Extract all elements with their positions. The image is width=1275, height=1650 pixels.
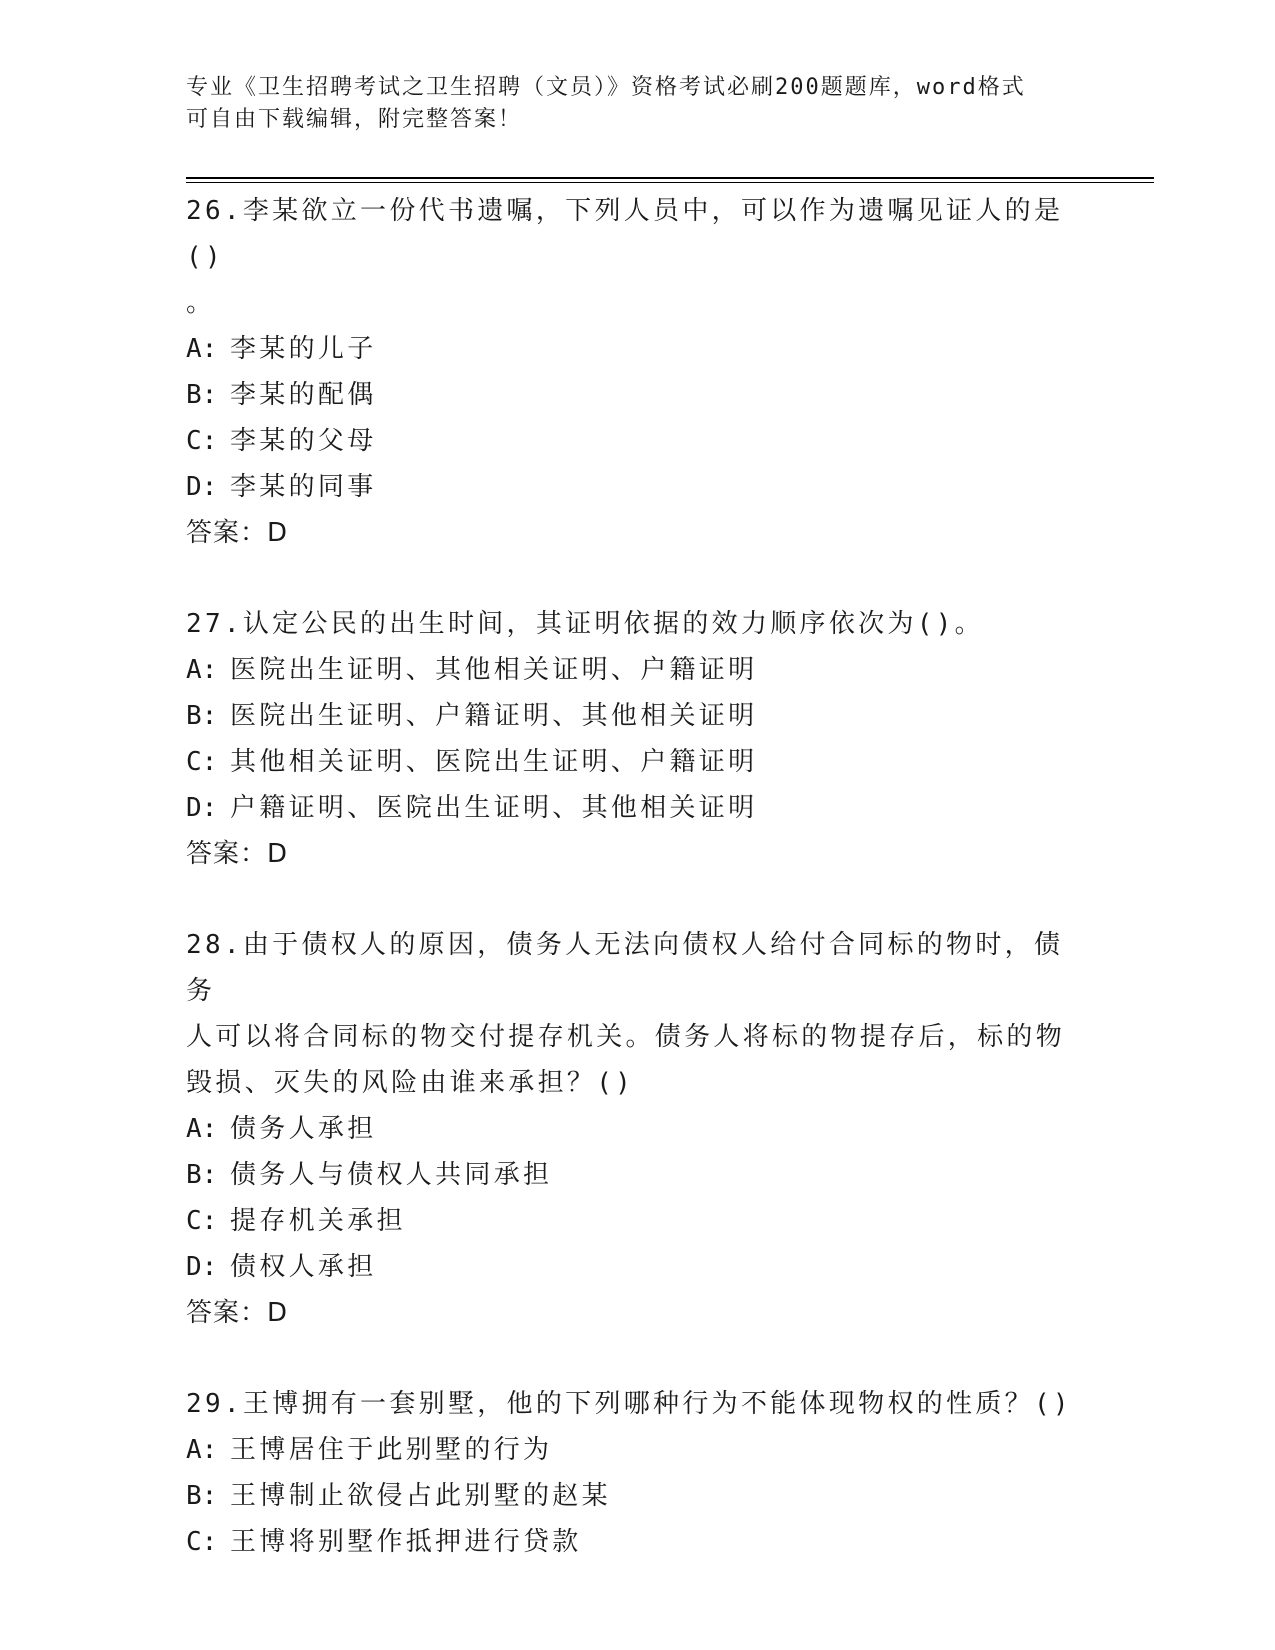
option-text: 债权人承担 — [230, 1252, 377, 1282]
option-a — [186, 1427, 1086, 1473]
option-letter: C: — [186, 747, 218, 777]
option-c — [186, 739, 1086, 785]
answer-line: 答案：D — [186, 839, 289, 869]
option-text: 王博居住于此别墅的行为 — [230, 1435, 553, 1465]
question-26 — [186, 188, 1086, 556]
document-header — [186, 72, 1086, 136]
option-text: 户籍证明、医院出生证明、其他相关证明 — [230, 793, 758, 823]
question-27 — [186, 601, 1086, 877]
question-29 — [186, 1381, 1086, 1565]
question-text-line: 人可以将合同标的物交付提存机关。债务人将标的物提存后，标的物 — [186, 1022, 1066, 1052]
answer-line: 答案：D — [186, 1298, 289, 1328]
option-text: 李某的父母 — [230, 426, 377, 456]
option-text: 医院出生证明、其他相关证明、户籍证明 — [230, 655, 758, 685]
option-text: 王博将别墅作抵押进行贷款 — [230, 1527, 582, 1557]
question-text-line: 。 — [186, 288, 213, 318]
question-text-line: 27.认定公民的出生时间，其证明依据的效力顺序依次为()。 — [186, 609, 984, 639]
option-letter: C: — [186, 1206, 218, 1236]
option-d — [186, 1244, 1086, 1290]
option-text: 李某的儿子 — [230, 334, 377, 364]
option-text: 债务人承担 — [230, 1114, 377, 1144]
question-text-line: 26.李某欲立一份代书遗嘱，下列人员中，可以作为遗嘱见证人的是() — [186, 196, 1064, 272]
question-list — [186, 188, 1086, 1610]
option-letter: B: — [186, 1160, 218, 1190]
option-letter: B: — [186, 380, 218, 410]
option-letter: B: — [186, 701, 218, 731]
option-letter: B: — [186, 1481, 218, 1511]
question-text-line: 29.王博拥有一套别墅，他的下列哪种行为不能体现物权的性质？() — [186, 1389, 1072, 1419]
option-b — [186, 372, 1086, 418]
option-a — [186, 1106, 1086, 1152]
option-c — [186, 1519, 1086, 1565]
option-letter: D: — [186, 1252, 218, 1282]
option-b — [186, 1152, 1086, 1198]
option-letter: C: — [186, 426, 218, 456]
question-28 — [186, 922, 1086, 1336]
option-text: 李某的配偶 — [230, 380, 377, 410]
question-text-line: 28.由于债权人的原因，债务人无法向债权人给付合同标的物时，债务 — [186, 930, 1064, 1006]
option-text: 医院出生证明、户籍证明、其他相关证明 — [230, 701, 758, 731]
answer-line: 答案：D — [186, 518, 289, 548]
option-text: 李某的同事 — [230, 472, 377, 502]
option-letter: A: — [186, 655, 218, 685]
option-letter: D: — [186, 472, 218, 502]
question-text-line: 毁损、灭失的风险由谁来承担？() — [186, 1068, 635, 1098]
option-b — [186, 693, 1086, 739]
option-text: 王博制止欲侵占此别墅的赵某 — [230, 1481, 611, 1511]
option-c — [186, 418, 1086, 464]
option-a — [186, 647, 1086, 693]
option-letter: C: — [186, 1527, 218, 1557]
option-b — [186, 1473, 1086, 1519]
option-d — [186, 785, 1086, 831]
option-text: 债务人与债权人共同承担 — [230, 1160, 553, 1190]
header-line-1: 专业《卫生招聘考试之卫生招聘（文员）》资格考试必刷200题题库，word格式 — [186, 75, 1026, 100]
option-text: 提存机关承担 — [230, 1206, 406, 1236]
option-letter: A: — [186, 1114, 218, 1144]
option-letter: A: — [186, 1435, 218, 1465]
header-divider-thin — [186, 182, 1154, 183]
option-c — [186, 1198, 1086, 1244]
option-letter: A: — [186, 334, 218, 364]
option-text: 其他相关证明、医院出生证明、户籍证明 — [230, 747, 758, 777]
option-a — [186, 326, 1086, 372]
header-line-2: 可自由下载编辑，附完整答案！ — [186, 107, 523, 132]
option-letter: D: — [186, 793, 218, 823]
header-divider-thick — [186, 177, 1154, 179]
option-d — [186, 464, 1086, 510]
